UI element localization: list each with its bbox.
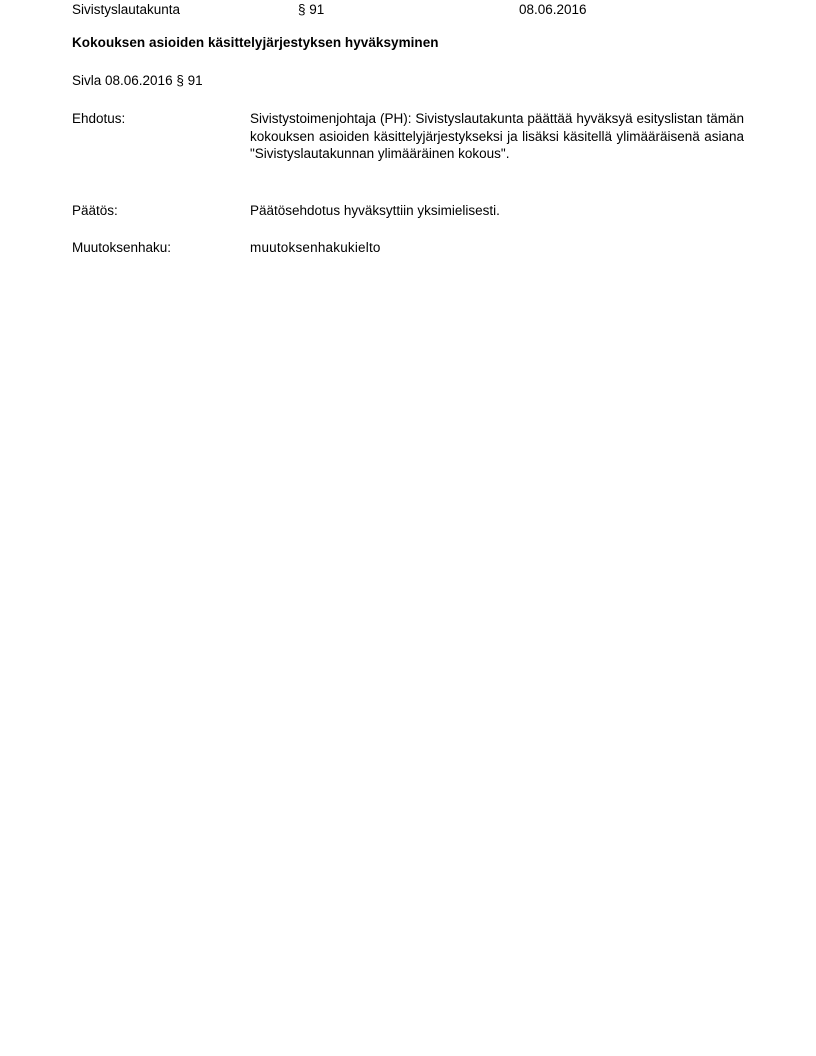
page-header <box>72 0 744 20</box>
section-text: Päätösehdotus hyväksyttiin yksimielisesti. <box>250 203 500 218</box>
section-label: Ehdotus: <box>72 111 126 126</box>
header-section-number: § 91 <box>298 2 325 17</box>
header-date: 08.06.2016 <box>519 2 587 17</box>
section-text: Sivistystoimenjohtaja (PH): Sivistyslautakunta päättää hyväksyä esityslistan tämän kokouksen asioiden käsittelyjärjestykseksi ja lisäksi käsitellä ylimääräisenä asiana "Sivistyslautakunnan ylimääräinen kokous". <box>250 111 744 161</box>
section-label: Päätös: <box>72 203 118 218</box>
section-text: muutoksenhakukielto <box>250 240 381 255</box>
section-label: Muutoksenhaku: <box>72 240 172 255</box>
page-title: Kokouksen asioiden käsittelyjärjestyksen hyväksyminen <box>72 35 439 50</box>
reference-line: Sivla 08.06.2016 § 91 <box>72 73 203 88</box>
header-organ: Sivistyslautakunta <box>72 2 181 17</box>
